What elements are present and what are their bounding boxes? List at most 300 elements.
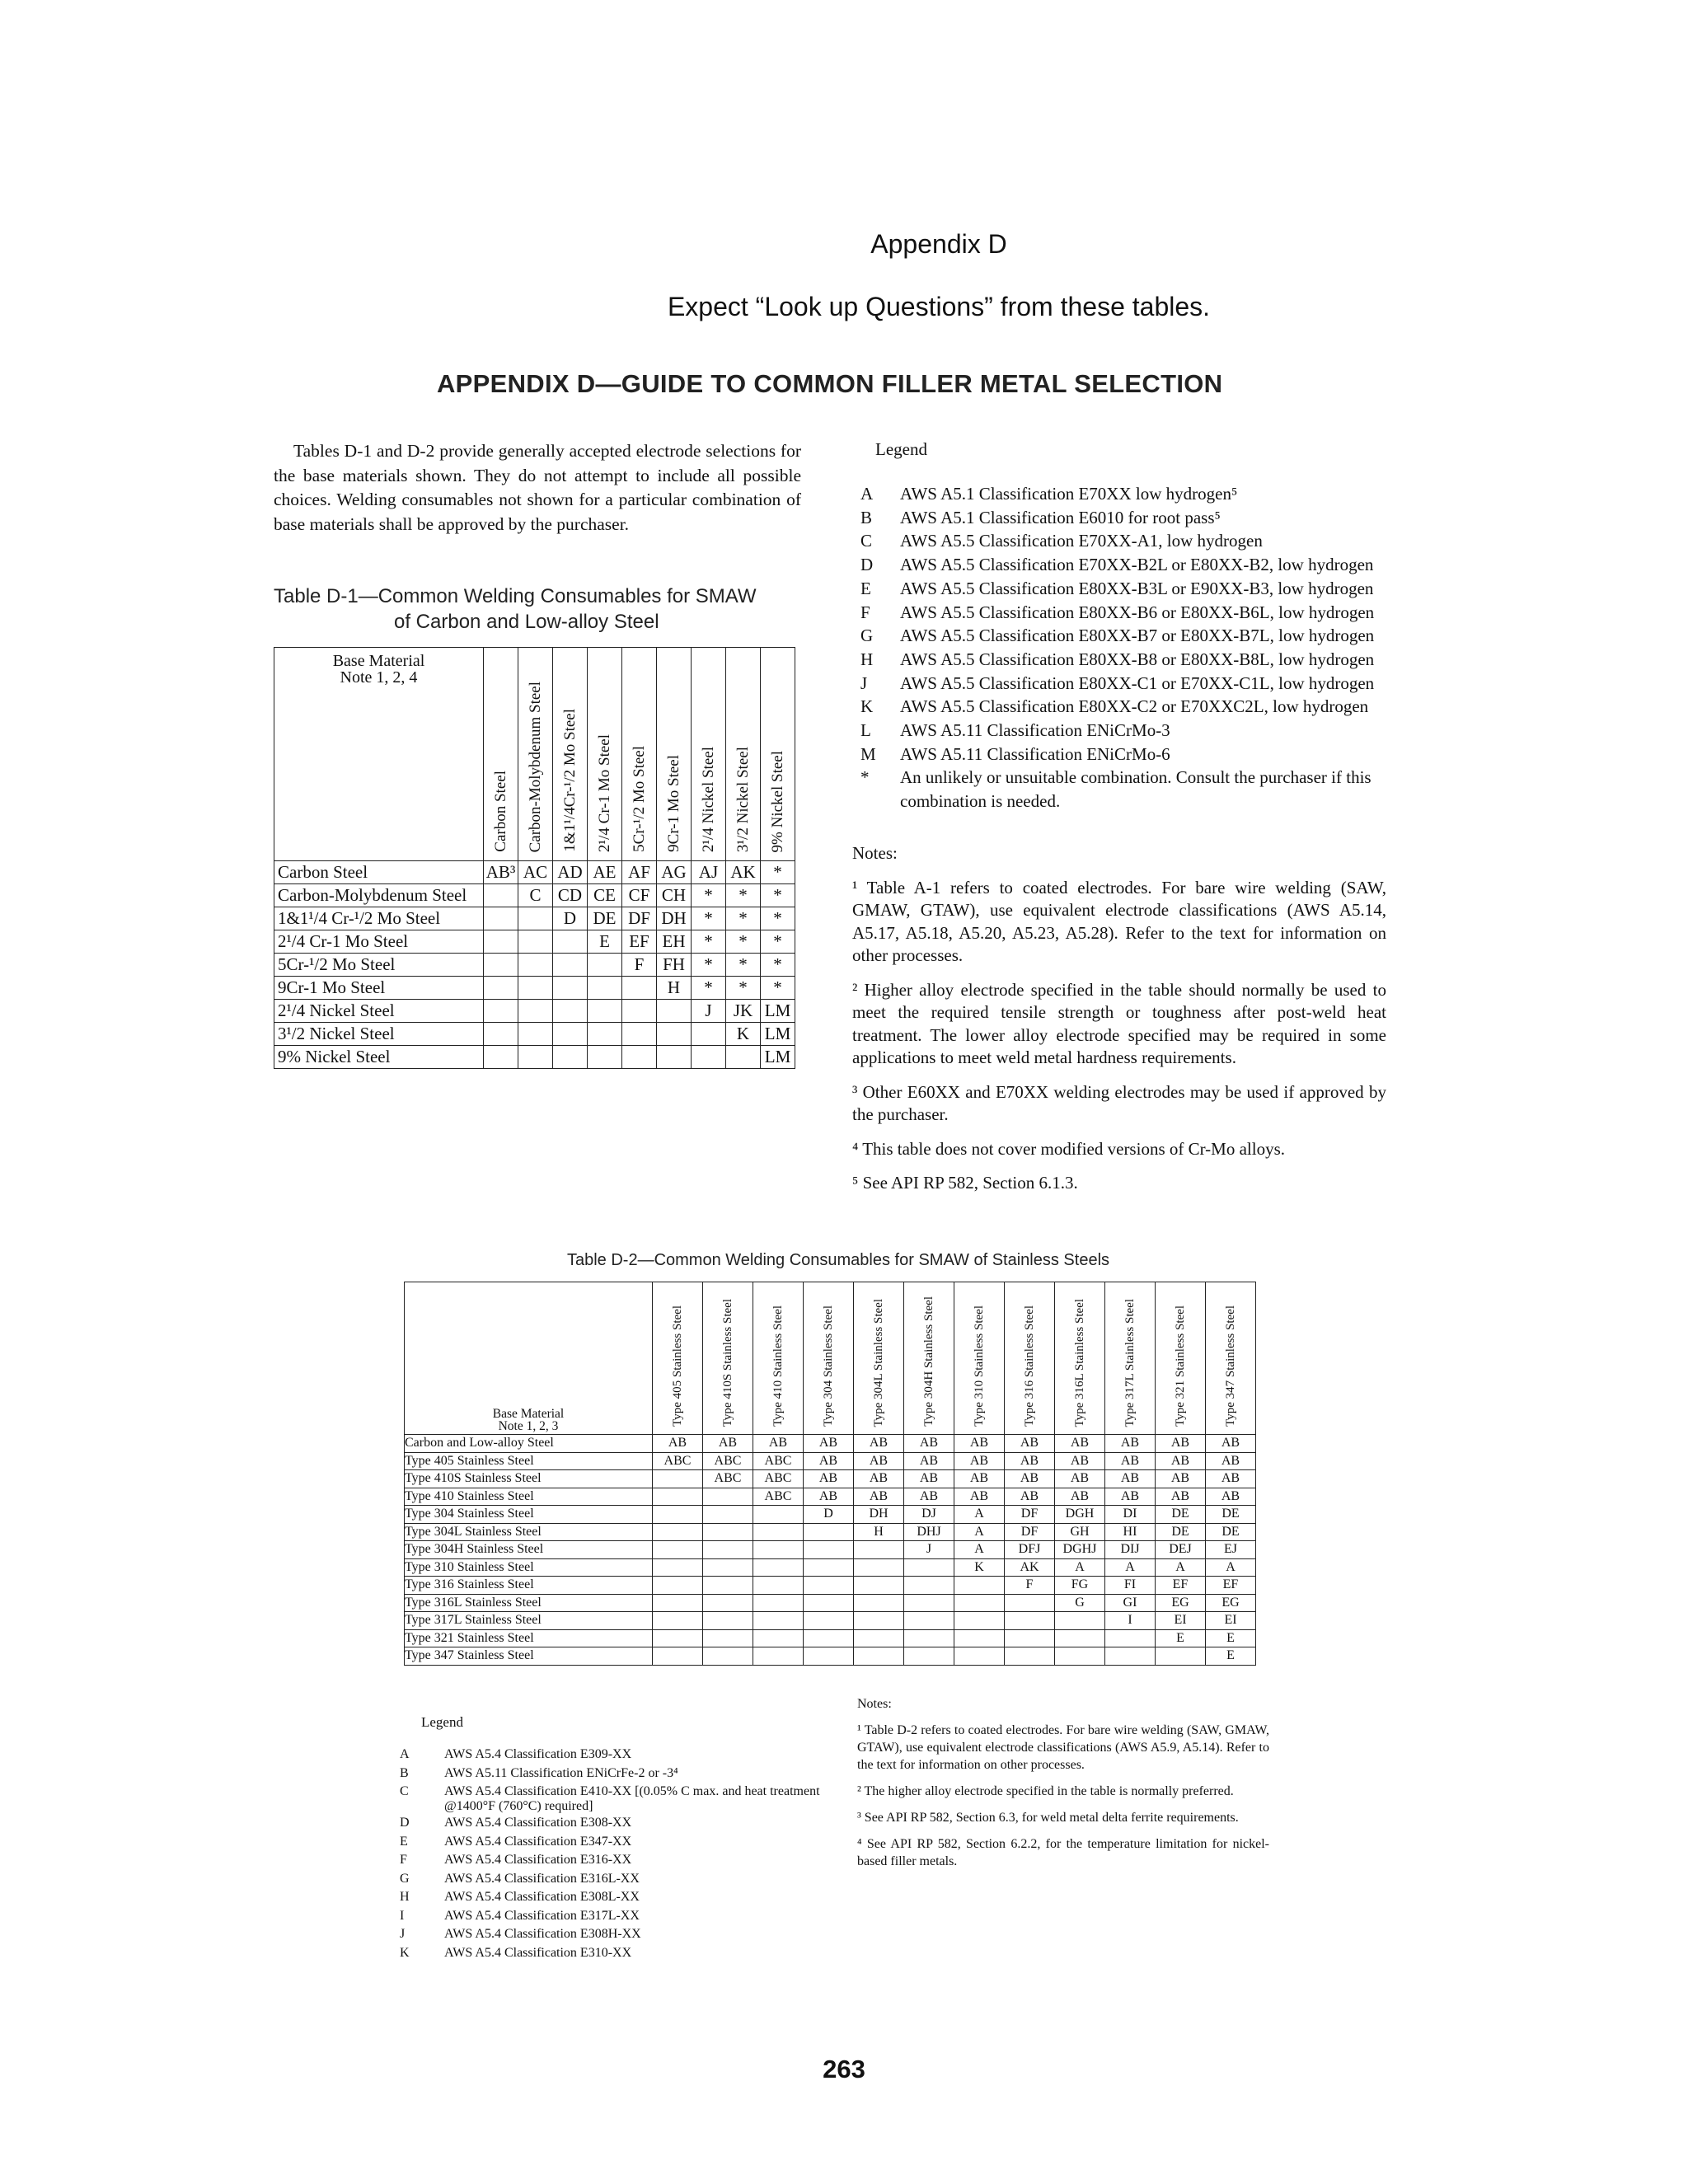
table2-row-label: Carbon and Low-alloy Steel <box>405 1435 653 1453</box>
legend1-code: H <box>860 649 874 669</box>
table2-cell <box>753 1612 804 1630</box>
table1-column-label: 9Cr-1 Mo Steel <box>664 755 682 852</box>
table1-cell: * <box>692 907 726 930</box>
table2-cell: AB <box>1105 1435 1156 1453</box>
legend1-text: AWS A5.5 Classification E80XX-C2 or E70XXC2L, low hydrogen <box>900 696 1369 717</box>
table2-cell: AB <box>1156 1470 1206 1488</box>
legend2-code: F <box>400 1853 407 1867</box>
legend2-item <box>400 1765 828 1783</box>
table2-column-header <box>1105 1282 1156 1435</box>
table2-row <box>405 1452 1256 1470</box>
table2-cell <box>904 1558 954 1577</box>
table2-cell: AK <box>1005 1558 1055 1577</box>
table1-cell: AD <box>553 861 588 884</box>
table2-cell: AB <box>804 1470 854 1488</box>
table2-cell: GH <box>1055 1523 1105 1541</box>
table1-row <box>274 861 795 884</box>
table2-column-label: Type 304L Stainless Steel <box>871 1298 885 1427</box>
table2-cell: G <box>1055 1594 1105 1612</box>
table1-cell: * <box>761 884 795 907</box>
legend2-code: C <box>400 1784 409 1798</box>
table1-cell: DF <box>622 907 657 930</box>
table2-cell <box>854 1629 904 1647</box>
table1-cell: EH <box>657 930 692 954</box>
table2-column-header <box>1156 1282 1206 1435</box>
table1-cell: * <box>726 954 761 977</box>
table2-cell <box>703 1523 753 1541</box>
table2-corner-header <box>405 1282 653 1435</box>
table1-cell <box>553 930 588 954</box>
table2-cell: AB <box>854 1452 904 1470</box>
legend1-code: F <box>860 602 870 622</box>
table2-cell <box>753 1629 804 1647</box>
table1-caption-line2: of Carbon and Low-alloy Steel <box>394 611 659 633</box>
table2-cell: EJ <box>1206 1541 1256 1559</box>
notes1-note: ² Higher alloy electrode specified in the table should normally be used to meet the required tensile strength or toughness after post-weld heat treatment. The lower alloy electrode specified may be required in some applications to meet weld metal hardness requirements. <box>852 979 1386 1067</box>
table2-cell: DGH <box>1055 1506 1105 1524</box>
legend1-text: AWS A5.5 Classification E80XX-B7 or E80XX-B7L, low hydrogen <box>900 626 1375 646</box>
table1-cell <box>484 954 518 977</box>
notes1-note: ³ Other E60XX and E70XX welding electrodes may be used if approved by the purchaser. <box>852 1081 1386 1124</box>
legend1-code: B <box>860 507 873 527</box>
table1-column-label: 9% Nickel Steel <box>768 750 786 852</box>
table2-cell: AB <box>904 1488 954 1506</box>
table1-cell: * <box>692 930 726 954</box>
legend1-text: AWS A5.5 Classification E80XX-B3L or E90XX-B3, low hydrogen <box>900 578 1374 598</box>
intro-paragraph: Tables D-1 and D-2 provide generally accepted electrode selections for the base materials shown. They do not attempt to include all possible choices. Welding consumables not shown for a particular combination of base materials shall be approved by the purchaser. <box>274 441 801 534</box>
table2-cell: DH <box>854 1506 904 1524</box>
table1-cell: J <box>692 1000 726 1023</box>
table2-cell <box>904 1577 954 1595</box>
table1-cell: * <box>692 977 726 1000</box>
table2-cell: AB <box>1206 1488 1256 1506</box>
legend2-item <box>400 1746 828 1765</box>
table2-cell <box>1005 1594 1055 1612</box>
legend1-code: G <box>860 626 874 646</box>
table1-cell: * <box>726 907 761 930</box>
table2-column-label: Type 410S Stainless Steel <box>720 1298 734 1427</box>
table2-cell: AB <box>954 1470 1005 1488</box>
table2-cell: DJ <box>904 1506 954 1524</box>
table1-column-header <box>518 648 553 861</box>
table2-row <box>405 1577 1256 1595</box>
table2-row-label: Type 317L Stainless Steel <box>405 1612 653 1630</box>
table2-cell: AB <box>804 1435 854 1453</box>
table2-cell <box>1156 1647 1206 1666</box>
table2-cell: AB <box>954 1452 1005 1470</box>
legend1-text: An unlikely or unsuitable combination. Consult the purchaser if this combination is needed. <box>900 767 1372 812</box>
table1-column-header <box>692 648 726 861</box>
table1-cell: * <box>761 954 795 977</box>
legend2-code: D <box>400 1816 410 1830</box>
table2-column-label: Type 321 Stainless Steel <box>1173 1305 1187 1427</box>
table2-cell <box>1055 1612 1105 1630</box>
table2-cell: A <box>1156 1558 1206 1577</box>
table2-row-label: Type 321 Stainless Steel <box>405 1629 653 1647</box>
table2-cell <box>1105 1629 1156 1647</box>
legend2-title: Legend <box>421 1714 463 1730</box>
table2-column-header <box>1206 1282 1256 1435</box>
legend2-text: AWS A5.4 Classification E310-XX <box>444 1945 632 1960</box>
table2-column-header <box>753 1282 804 1435</box>
table2-cell: EF <box>1206 1577 1256 1595</box>
table1-cell <box>588 1000 622 1023</box>
table1-cell: LM <box>761 1046 795 1069</box>
table1-cell: * <box>761 907 795 930</box>
table1 <box>274 647 795 1069</box>
notes2-note: ⁴ See API RP 582, Section 6.2.2, for the temperature limitation for nickel-based filler metals. <box>857 1837 1269 1868</box>
table2-cell <box>954 1577 1005 1595</box>
table2-cell: DI <box>1105 1506 1156 1524</box>
table1-column-header <box>622 648 657 861</box>
legend1-code: L <box>860 720 871 741</box>
legend1-item <box>852 482 1388 506</box>
table2-cell <box>904 1629 954 1647</box>
table2-cell <box>703 1612 753 1630</box>
table1-row <box>274 1023 795 1046</box>
table1-cell: D <box>553 907 588 930</box>
table1-corner-line1: Base Material <box>332 652 425 670</box>
legend1-text: AWS A5.1 Classification E70XX low hydrogen⁵ <box>900 484 1238 504</box>
legend1-text: AWS A5.11 Classification ENiCrMo-6 <box>900 743 1170 764</box>
table1-cell: AK <box>726 861 761 884</box>
table2-cell: AB <box>904 1452 954 1470</box>
table2-row <box>405 1488 1256 1506</box>
table1-cell <box>518 1000 553 1023</box>
table2-cell: GI <box>1105 1594 1156 1612</box>
table2-cell <box>653 1506 703 1524</box>
table2-row <box>405 1594 1256 1612</box>
table2-cell <box>703 1577 753 1595</box>
legend2-text: AWS A5.4 Classification E410-XX [(0.05% C max. and heat treatment @1400°F (760°C) required] <box>444 1784 820 1813</box>
notes2-title: Notes: <box>857 1697 892 1711</box>
table2-row-label: Type 304 Stainless Steel <box>405 1506 653 1524</box>
table2-cell <box>904 1612 954 1630</box>
table2-cell: DE <box>1206 1506 1256 1524</box>
table2-row-label: Type 304L Stainless Steel <box>405 1523 653 1541</box>
legend2-item <box>400 1814 828 1833</box>
table1-row <box>274 1046 795 1069</box>
table2-cell <box>804 1577 854 1595</box>
table2-cell <box>653 1558 703 1577</box>
table2-cell <box>753 1558 804 1577</box>
table2-row <box>405 1523 1256 1541</box>
table1-cell <box>553 977 588 1000</box>
table2-cell: A <box>1105 1558 1156 1577</box>
table1-cell <box>484 977 518 1000</box>
table1-cell: CE <box>588 884 622 907</box>
legend2-code: H <box>400 1890 410 1904</box>
table2-cell <box>753 1594 804 1612</box>
table1-column-label: 2¹/4 Cr-1 Mo Steel <box>595 733 613 852</box>
table1-column-label: 3¹/2 Nickel Steel <box>734 746 752 852</box>
legend2-item <box>400 1925 828 1944</box>
table2-row <box>405 1506 1256 1524</box>
table2-column-label: Type 304H Stainless Steel <box>921 1296 935 1427</box>
table1-cell <box>484 907 518 930</box>
table2-cell <box>854 1594 904 1612</box>
table2-cell <box>954 1612 1005 1630</box>
legend2-text: AWS A5.11 Classification ENiCrFe-2 or -3⁴ <box>444 1765 678 1780</box>
table2-cell <box>904 1647 954 1666</box>
table2-cell: DF <box>1005 1523 1055 1541</box>
table1-row-label: 3¹/2 Nickel Steel <box>274 1023 484 1046</box>
table1-cell <box>657 1000 692 1023</box>
table1-cell: * <box>726 930 761 954</box>
table2-cell <box>804 1629 854 1647</box>
legend1-item <box>852 672 1388 696</box>
table1-cell: DH <box>657 907 692 930</box>
table1-column-header <box>761 648 795 861</box>
table1-cell <box>622 1023 657 1046</box>
table2-cell <box>854 1541 904 1559</box>
legend1-item <box>852 719 1388 743</box>
table1-cell <box>484 1000 518 1023</box>
legend2-text: AWS A5.4 Classification E308-XX <box>444 1816 632 1830</box>
table2-cell <box>804 1594 854 1612</box>
table1-row <box>274 884 795 907</box>
table1-cell <box>518 930 553 954</box>
table1-row-label: Carbon-Molybdenum Steel <box>274 884 484 907</box>
table2 <box>404 1282 1256 1666</box>
table1-cell: * <box>761 977 795 1000</box>
table2-column-header <box>954 1282 1005 1435</box>
table2-caption: Table D-2—Common Welding Consumables for SMAW of Stainless Steels <box>566 1251 1110 1269</box>
table1-cell: * <box>692 954 726 977</box>
table2-cell <box>1005 1612 1055 1630</box>
table1-cell: AG <box>657 861 692 884</box>
table2-cell: AB <box>1055 1470 1105 1488</box>
table1-cell <box>518 1046 553 1069</box>
table2-cell: AB <box>1105 1470 1156 1488</box>
table2-cell <box>703 1488 753 1506</box>
table2-cell: AB <box>1156 1488 1206 1506</box>
legend2-code: E <box>400 1834 408 1849</box>
table2-cell: A <box>954 1523 1005 1541</box>
legend2-text: AWS A5.4 Classification E316-XX <box>444 1853 632 1867</box>
table1-cell <box>588 977 622 1000</box>
legend2-text: AWS A5.4 Classification E317L-XX <box>444 1908 640 1923</box>
table1-row <box>274 954 795 977</box>
table1-column-header <box>726 648 761 861</box>
table2-cell: EI <box>1156 1612 1206 1630</box>
table2-cell: AB <box>753 1435 804 1453</box>
legend2-code: K <box>400 1945 410 1960</box>
table2-cell <box>954 1594 1005 1612</box>
table2-column-header <box>1055 1282 1105 1435</box>
legend1-code: C <box>860 531 873 551</box>
table1-row <box>274 1000 795 1023</box>
table2-cell: DEJ <box>1156 1541 1206 1559</box>
table2-cell <box>753 1506 804 1524</box>
table1-row-label: 2¹/4 Cr-1 Mo Steel <box>274 930 484 954</box>
table2-cell <box>753 1647 804 1666</box>
table2-cell: AB <box>1055 1435 1105 1453</box>
table2-cell <box>804 1558 854 1577</box>
table1-cell: JK <box>726 1000 761 1023</box>
table2-column-header <box>854 1282 904 1435</box>
table2-cell: ABC <box>753 1470 804 1488</box>
table2-column-label: Type 410 Stainless Steel <box>771 1305 785 1427</box>
table2-cell: AB <box>1005 1488 1055 1506</box>
table1-cell: F <box>622 954 657 977</box>
table1-corner-line2: Note 1, 2, 4 <box>340 668 418 687</box>
table2-cell: DE <box>1156 1506 1206 1524</box>
table2-cell <box>653 1470 703 1488</box>
table1-cell <box>588 954 622 977</box>
table2-row-label: Type 304H Stainless Steel <box>405 1541 653 1559</box>
table2-cell: DGHJ <box>1055 1541 1105 1559</box>
legend1-text: AWS A5.5 Classification E80XX-B8 or E80XX-B8L, low hydrogen <box>900 649 1375 669</box>
legend1-text: AWS A5.5 Classification E70XX-A1, low hydrogen <box>900 531 1263 551</box>
table2-row-label: Type 410 Stainless Steel <box>405 1488 653 1506</box>
table2-cell: AB <box>1105 1488 1156 1506</box>
table1-cell: AC <box>518 861 553 884</box>
table2-row-label: Type 405 Stainless Steel <box>405 1452 653 1470</box>
table1-cell: FH <box>657 954 692 977</box>
table1-cell <box>484 930 518 954</box>
table1-cell <box>622 1000 657 1023</box>
table2-corner-line2: Note 1, 2, 3 <box>498 1419 559 1433</box>
table1-column-label: 5Cr-¹/2 Mo Steel <box>630 746 648 852</box>
legend2-text: AWS A5.4 Classification E308L-XX <box>444 1890 640 1904</box>
table1-cell <box>588 1046 622 1069</box>
table1-cell <box>484 1046 518 1069</box>
legend2-code: G <box>400 1871 410 1886</box>
legend1-code: E <box>860 578 871 598</box>
table2-cell: AB <box>1156 1435 1206 1453</box>
table2-cell: EF <box>1156 1577 1206 1595</box>
table2-cell <box>854 1612 904 1630</box>
table1-cell: E <box>588 930 622 954</box>
table2-cell: AB <box>854 1488 904 1506</box>
table2-row <box>405 1612 1256 1630</box>
table2-cell <box>653 1594 703 1612</box>
table1-row-label: 5Cr-¹/2 Mo Steel <box>274 954 484 977</box>
table1-column-label: 1&1¹/4Cr-¹/2 Mo Steel <box>560 709 579 852</box>
table2-cell: K <box>954 1558 1005 1577</box>
legend1-item <box>852 529 1388 553</box>
table1-column-label: Carbon Steel <box>491 771 509 852</box>
table1-cell <box>553 954 588 977</box>
table2-cell: HI <box>1105 1523 1156 1541</box>
legend1-text: AWS A5.5 Classification E80XX-C1 or E70XX-C1L, low hydrogen <box>900 673 1375 693</box>
table2-row <box>405 1558 1256 1577</box>
table2-row <box>405 1647 1256 1666</box>
legend2-item <box>400 1888 828 1907</box>
table1-cell <box>518 1023 553 1046</box>
page-number: 263 <box>823 2055 865 2083</box>
table2-cell: AB <box>1206 1435 1256 1453</box>
table2-row-label: Type 347 Stainless Steel <box>405 1647 653 1666</box>
table2-cell: E <box>1206 1629 1256 1647</box>
table2-cell <box>653 1612 703 1630</box>
table2-cell: AB <box>653 1435 703 1453</box>
table2-column-header <box>804 1282 854 1435</box>
appendix-title: APPENDIX D—GUIDE TO COMMON FILLER METAL SELECTION <box>437 369 1223 398</box>
table1-cell: AF <box>622 861 657 884</box>
table2-column-header <box>1005 1282 1055 1435</box>
table2-cell <box>804 1612 854 1630</box>
table2-cell: AB <box>854 1435 904 1453</box>
table2-cell: AB <box>954 1488 1005 1506</box>
table1-cell: * <box>726 884 761 907</box>
table2-cell <box>653 1647 703 1666</box>
legend2-item <box>400 1870 828 1889</box>
table1-row-label: Carbon Steel <box>274 861 484 884</box>
notes2-note: ² The higher alloy electrode specified in the table is normally preferred. <box>857 1784 1234 1798</box>
legend1-item <box>852 601 1388 625</box>
table2-cell <box>854 1558 904 1577</box>
table2-cell <box>703 1647 753 1666</box>
table2-cell: ABC <box>703 1470 753 1488</box>
table2-cell: A <box>1055 1558 1105 1577</box>
table1-cell: LM <box>761 1000 795 1023</box>
table1-column-label: Carbon-Molybdenum Steel <box>526 681 544 852</box>
table2-cell: E <box>1156 1629 1206 1647</box>
table2-cell: DFJ <box>1005 1541 1055 1559</box>
table2-cell: AB <box>904 1470 954 1488</box>
table2-cell: AB <box>904 1435 954 1453</box>
table1-cell: AB³ <box>484 861 518 884</box>
legend2-text: AWS A5.4 Classification E309-XX <box>444 1747 632 1761</box>
table2-cell <box>954 1647 1005 1666</box>
legend2-item <box>400 1851 828 1870</box>
table1-cell <box>518 907 553 930</box>
table1-cell <box>484 1023 518 1046</box>
table2-cell <box>1055 1647 1105 1666</box>
table2-cell: DHJ <box>904 1523 954 1541</box>
table2-cell <box>904 1594 954 1612</box>
table2-cell <box>753 1541 804 1559</box>
table2-cell <box>1005 1629 1055 1647</box>
legend2-text: AWS A5.4 Classification E308H-XX <box>444 1927 641 1941</box>
table1-column-header <box>588 648 622 861</box>
table2-cell: AB <box>1055 1488 1105 1506</box>
page-heading: Appendix D <box>870 229 1007 259</box>
table2-cell: AB <box>804 1452 854 1470</box>
table1-cell <box>588 1023 622 1046</box>
table1-cell: H <box>657 977 692 1000</box>
table2-column-label: Type 316L Stainless Steel <box>1072 1298 1086 1427</box>
table2-cell: AB <box>1206 1470 1256 1488</box>
table1-row <box>274 977 795 1000</box>
table2-row <box>405 1629 1256 1647</box>
notes1-note: ⁴ This table does not cover modified versions of Cr-Mo alloys. <box>852 1138 1286 1159</box>
table1-caption <box>274 583 809 635</box>
table2-cell: AB <box>1005 1452 1055 1470</box>
table2-column-header <box>703 1282 753 1435</box>
table1-cell <box>484 884 518 907</box>
table2-cell: DE <box>1206 1523 1256 1541</box>
table2-cell: AB <box>1005 1470 1055 1488</box>
table1-cell: * <box>726 977 761 1000</box>
table2-column-label: Type 310 Stainless Steel <box>972 1305 986 1427</box>
table2-cell <box>1005 1647 1055 1666</box>
table2-row <box>405 1435 1256 1453</box>
legend1-text: AWS A5.5 Classification E70XX-B2L or E80XX-B2, low hydrogen <box>900 555 1374 575</box>
table2-cell: FI <box>1105 1577 1156 1595</box>
table2-column-label: Type 317L Stainless Steel <box>1123 1298 1137 1427</box>
notes2 <box>857 1695 1269 1879</box>
legend2-text: AWS A5.4 Classification E347-XX <box>444 1834 632 1849</box>
legend1-code: J <box>860 673 868 693</box>
table2-cell: I <box>1105 1612 1156 1630</box>
legend2-item <box>400 1833 828 1852</box>
table2-column-label: Type 304 Stainless Steel <box>821 1305 835 1427</box>
table2-cell <box>703 1558 753 1577</box>
legend1 <box>852 439 1388 813</box>
